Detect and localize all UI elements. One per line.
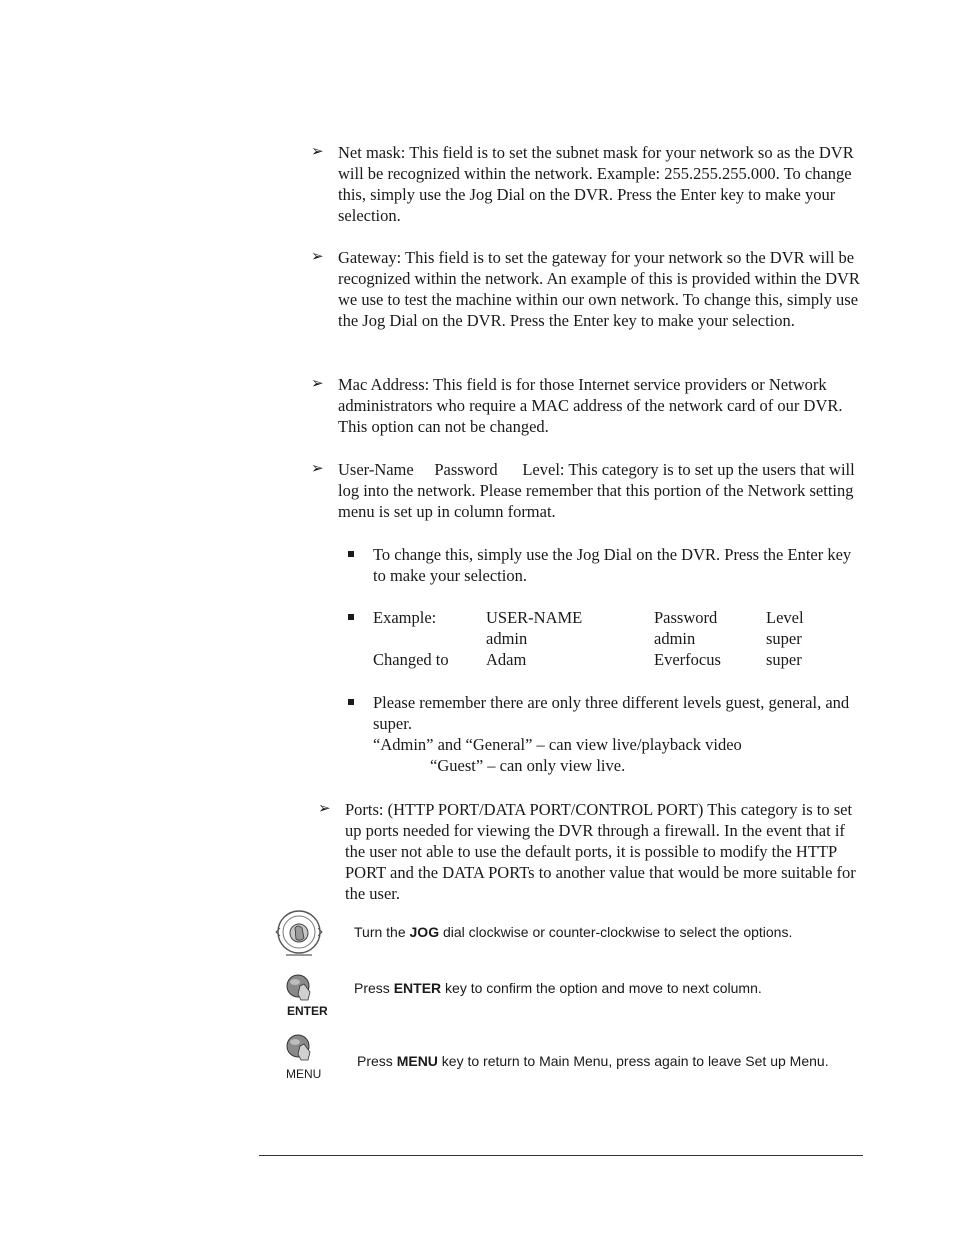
table-cell: super bbox=[766, 629, 802, 648]
arrow-bullet-icon: ➢ bbox=[318, 799, 331, 817]
footer-divider bbox=[259, 1155, 863, 1156]
table-cell: Level bbox=[766, 608, 804, 627]
netmask-paragraph: Net mask: This field is to set the subnet mask for your network so as the DVR will be recognized within the network. Example: 255.255.255.000. To change this, simply use the Jog Dial on the DVR. Press the Enter key to make your selection. bbox=[338, 143, 854, 225]
levels-admin-general: “Admin” and “General” – can view live/playback video bbox=[373, 735, 742, 754]
table-cell: Password bbox=[654, 608, 718, 627]
enter-instruction-post: key to confirm the option and move to next column. bbox=[441, 980, 762, 996]
jog-instruction bbox=[354, 924, 792, 940]
table-cell: admin bbox=[486, 629, 528, 648]
levels-note: Please remember there are only three different levels guest, general, and super. bbox=[373, 693, 850, 733]
jog-instruction-post: dial clockwise or counter-clockwise to select the options. bbox=[439, 924, 793, 940]
menu-key-label: MENU bbox=[286, 1067, 322, 1081]
arrow-bullet-icon: ➢ bbox=[311, 459, 324, 477]
table-cell: USER-NAME bbox=[486, 608, 583, 627]
menu-instruction-pre: Press bbox=[357, 1053, 397, 1069]
table-cell: Changed to bbox=[373, 650, 449, 669]
menu-key-text: MENU bbox=[396, 1053, 438, 1069]
change-instruction: To change this, simply use the Jog Dial on the DVR. Press the Enter key to make your selection. bbox=[373, 545, 852, 585]
jog-key-label: JOG bbox=[409, 924, 440, 940]
square-bullet-icon bbox=[348, 614, 354, 620]
enter-key-text: ENTER bbox=[393, 980, 442, 996]
table-cell: admin bbox=[654, 629, 696, 648]
menu-instruction bbox=[357, 1053, 829, 1069]
square-bullet-icon bbox=[348, 551, 354, 557]
table-cell: super bbox=[766, 650, 802, 669]
square-bullet-icon bbox=[348, 699, 354, 705]
jog-dial-icon bbox=[274, 908, 326, 960]
levels-guest: “Guest” – can only view live. bbox=[430, 756, 626, 775]
ports-paragraph: Ports: (HTTP PORT/DATA PORT/CONTROL PORT) This category is to set up ports needed for viewing the DVR through a firewall. In the event that if the user not able to use the default ports, it is possible to modify the HTTP PORT and the DATA PORTs to another value that would be more suitable for the user. bbox=[345, 800, 856, 903]
hand-press-button-icon bbox=[284, 1032, 316, 1064]
enter-instruction-pre: Press bbox=[354, 980, 394, 996]
jog-instruction-pre: Turn the bbox=[354, 924, 410, 940]
enter-instruction bbox=[354, 980, 762, 996]
arrow-bullet-icon: ➢ bbox=[311, 247, 324, 265]
arrow-bullet-icon: ➢ bbox=[311, 374, 324, 392]
mac-address-paragraph: Mac Address: This field is for those Internet service providers or Network administrators who require a MAC address of the network card of our DVR. This option can not be changed. bbox=[338, 375, 843, 436]
arrow-bullet-icon: ➢ bbox=[311, 142, 324, 160]
table-cell: Example: bbox=[373, 608, 437, 627]
gateway-paragraph: Gateway: This field is to set the gateway for your network so the DVR will be recognized within the network. An example of this is provided within the DVR we use to test the machine within our own network. To change this, simply use the Jog Dial on the DVR. Press the Enter key to make your selection. bbox=[338, 248, 860, 330]
enter-key-label: ENTER bbox=[287, 1004, 328, 1018]
table-cell: Everfocus bbox=[654, 650, 721, 669]
menu-instruction-post: key to return to Main Menu, press again to leave Set up Menu. bbox=[437, 1053, 829, 1069]
hand-press-button-icon bbox=[284, 972, 316, 1004]
user-level-paragraph: User-Name Password Level: This category is to set up the users that will log into the network. Please remember that this portion of the Network setting menu is set up in column format. bbox=[338, 460, 855, 521]
table-cell: Adam bbox=[486, 650, 527, 669]
